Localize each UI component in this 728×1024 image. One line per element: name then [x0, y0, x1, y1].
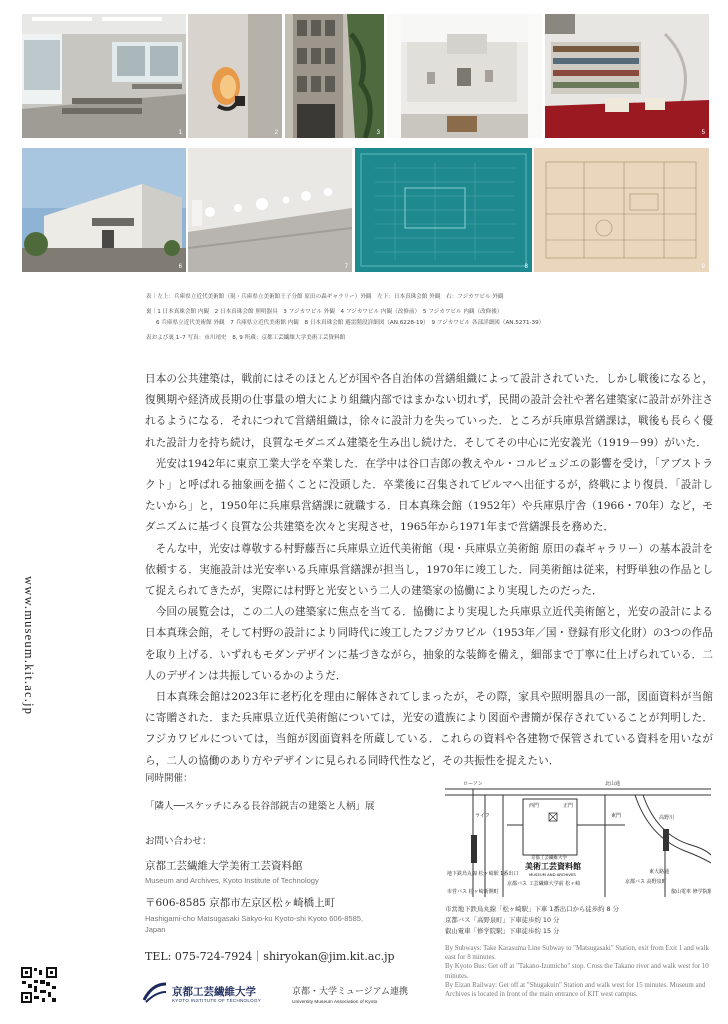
map-label: 西門	[529, 803, 540, 809]
map-label: 東門	[611, 813, 622, 819]
photo-number: 7	[344, 264, 348, 270]
photo-5-fujikawa-building-interior-current	[545, 14, 709, 138]
exhibition-description	[145, 369, 713, 772]
photo-number: 5	[701, 130, 705, 136]
lighting-image	[188, 14, 282, 138]
map-label: 東大路通	[649, 869, 670, 875]
shop-interior-image	[545, 14, 709, 138]
body-paragraph: 日本真珠会館は2023年に老朽化を理由に解体されてしまったが，その際，家具や照明器具の一部，図面資料が当館に寄贈された．また兵庫県立近代美術館については，光安の遺族により図面や書簡が保存されていることが判明した．フジカワビルについては，当館が図面資料を所蔵している．これらの資料や各建物で保管されている資料を用いながら，二人の協働のあり方やデザインに見られる同時代性など，その共振性を捉えたい．	[145, 691, 713, 767]
contact-label: お問い合わせ：	[145, 836, 212, 847]
map-label: 正門	[563, 803, 574, 809]
body-paragraph: 日本の公共建築は，戦前にはそのほとんどが国や各自治体の営繕組織によって設計されていた．しかし戦後になると，復興期や経済成長期の仕事量の増大により組織内部ではまかない切れず，民間の設計会社や著名建築家に設計が外注されるようになる．それにつれて営繕組織は，徐々に設計力を失っていった．ところが兵庫県営繕課は，戦後も長らく優れた設計力を持ち続け，良質なモダニズム建築を生み出し続けた．そしてその中心に光安義光（1919－99）がいた．	[145, 373, 713, 449]
caption-back-2: 6 兵庫県立近代美術館 外観 7 兵庫県立近代美術館 内観 8 日本真珠会館 避雷階段詳細図（AN.6228-19） 9 フジカワビル 各部詳細図（AN.5271-39）	[156, 320, 545, 326]
access-directions-en	[445, 944, 715, 999]
qr-code[interactable]	[20, 966, 58, 1004]
photo-1-nihon-shinju-kaikan-interior	[22, 14, 186, 138]
map-label: ローソン	[463, 781, 483, 787]
museum-interior-image	[188, 148, 352, 272]
map-label: ライフ	[475, 813, 490, 819]
map-museum-top: 京都工芸繊維大学	[531, 856, 567, 861]
address-en: Hashigami-cho Matsugasaki Sakyo-ku Kyoto-shi Kyoto 606-8585, Japan	[145, 914, 364, 934]
kit-logo-text-jp: 京都工芸繊維大学	[172, 986, 256, 998]
body-paragraph: 今回の展覧会は，この二人の建築家に焦点を当てる．協働により実現した兵庫県立近代美術館と，光安の設計による日本真珠会館，そして村野の設計により同時代に竣工したフジカワビル（1953年／国・登録有形文化財）の3つの作品を取り上げる．いずれもモダンデザインに基づきながら，抽象的な装飾を備え，細部まで丁寧に仕上げられている．二人のデザインは共振しているかのようだ．	[145, 606, 713, 682]
access-line: 叡山電車「修学院駅」下車徒歩約 15 分	[445, 927, 560, 935]
access-map	[445, 775, 711, 897]
photo-number: 6	[178, 264, 182, 270]
uma-logo-text-en: University Museum Association of Kyoto	[292, 1000, 378, 1005]
info-block	[145, 770, 430, 964]
access-line-en: By Subways: Take Karasuma Line Subway to "Matsugasaki" Station, exit from Exit 1 and walk east for 8 minutes.	[445, 945, 709, 962]
map-label: 叡山電車 修学院駅	[671, 889, 711, 895]
access-line-en: By Eizan Railway: Get off at "Shugakuin" Station and walk west for 15 minutes. Museum and Archives is located in front of the main entrance of KIT west campus.	[445, 981, 706, 999]
access-line: 市営地下鉄烏丸線「松ヶ崎駅」下車 1番出口から徒歩約 8 分	[445, 905, 619, 913]
photo-number: 8	[524, 264, 528, 270]
photo-6-hyogo-museum-exterior	[22, 148, 186, 272]
map-museum-en: MUSEUM AND ARCHIVES	[529, 872, 576, 877]
address-jp: 〒606-8585 京都市左京区松ヶ崎橋上町	[145, 897, 336, 909]
map-museum-label: 美術工芸資料館	[525, 862, 581, 871]
gallery-interior-image	[387, 14, 542, 138]
uma-logo-text-jp: 京都・大学ミュージアム連携	[292, 987, 409, 997]
access-line: 京都バス「高野泉町」下車徒歩約 10 分	[445, 916, 560, 924]
photo-number: 1	[178, 130, 182, 136]
photo-number: 9	[701, 264, 705, 270]
map-label: 北山通	[605, 781, 621, 787]
phone-email[interactable]: TEL: 075-724-7924｜shiryokan@jim.kit.ac.jp	[145, 950, 395, 963]
blueprint-image	[355, 148, 532, 272]
organization-name-jp: 京都工芸繊維大学美術工芸資料館	[145, 860, 303, 872]
photo-3-fujikawa-building-exterior	[285, 14, 384, 138]
kit-logo-text-en: KYOTO INSTITUTE OF TECHNOLOGY	[172, 998, 262, 1003]
body-paragraph: 光安は1942年に東京工業大学を卒業した．在学中は谷口吉郎の教えやル・コルビュジエの影響を受け，「アブストラクト」と呼ばれる抽象画を描くことに没頭した．卒業後に召集されてビルマへ出征するが，終戦により復員．「設計したいから」と，1950年に兵庫県営繕課に就職する．日本真珠会館（1952年）や兵庫県庁舎（1966・70年）など，モダニズムに基づく良質な公共建築を次々と実現させ，1965年から1971年まで営繕課長を務めた．	[145, 457, 713, 534]
access-directions-jp	[445, 904, 715, 937]
photo-7-hyogo-museum-interior	[188, 148, 352, 272]
kit-logo-mark-icon	[142, 982, 168, 1004]
map-label: 京都バス 工芸繊維大学前 松ヶ崎	[507, 881, 581, 887]
photo-4-fujikawa-building-interior-exhibit	[387, 14, 542, 138]
map-label: 地下鉄烏丸線 松ヶ崎駅 1番出口	[447, 871, 519, 877]
organization-name-en: Museum and Archives, Kyoto Institute of Technology	[145, 876, 319, 885]
drawing-image	[534, 148, 709, 272]
building-exterior-image	[285, 14, 384, 138]
website-url[interactable]: www.museum.kit.ac.jp	[22, 576, 36, 716]
simultaneous-label: 同時開催：	[145, 773, 193, 784]
caption-back-1: 裏｜1 日本真珠会館 内観 2 日本真珠会館 照明器具 3 フジカワビル 外観 4 フジカワビル 内観（改修前） 5 フジカワビル 内観（改修後）	[146, 309, 503, 315]
map-graphic	[445, 775, 711, 897]
caption-credits: 表および裏 1–7 写真：市川靖史 8, 9 所蔵：京都工芸繊維大学美術工芸資料館	[146, 335, 346, 341]
museum-exterior-image	[22, 148, 186, 272]
photo-number: 4	[534, 130, 538, 136]
caption-front: 表｜左上：兵庫県立近代美術館（現・兵庫県立美術館王子分館 原田の森ギャラリー）外観 左下：日本真珠会館 外観 右：フジカワビル 外観	[146, 294, 504, 300]
simultaneous-event: 「隣人──スケッチにみる長谷部鋭吉の建築と人柄」展	[145, 801, 375, 812]
university-museum-association-logo	[292, 984, 432, 1008]
map-label: 高野川	[659, 815, 675, 821]
map-label: 市営バス 松ヶ崎新開町	[447, 889, 499, 895]
map-label: 京都バス 高野泉町	[625, 879, 667, 885]
kit-logo	[142, 982, 282, 1008]
interior-image	[22, 14, 186, 138]
access-line-en: By Kyoto Bus: Get off at "Takano-Izumicho" stop. Cross the Takano river and walk west for 10 minutes.	[445, 963, 709, 980]
photo-9-floor-plan-drawing	[534, 148, 709, 272]
photo-8-blueprint	[355, 148, 532, 272]
photo-number: 2	[274, 130, 278, 136]
body-paragraph: そんな中，光安は尊敬する村野藤吾に兵庫県立近代美術館（現・兵庫県立美術館 原田の森ギャラリー）の基本設計を依頼する．実施設計は光安率いる兵庫県営繕課が担当し，1970年に竣工した．同美術館は従来，村野単独の作品として捉えられてきたが，実際には村野と光安という二人の建築家の協働により実現したのだった．	[145, 542, 713, 598]
photo-2-lighting-fixture	[188, 14, 282, 138]
photo-number: 3	[376, 130, 380, 136]
qr-code-icon	[20, 966, 58, 1004]
photo-captions	[146, 292, 706, 344]
